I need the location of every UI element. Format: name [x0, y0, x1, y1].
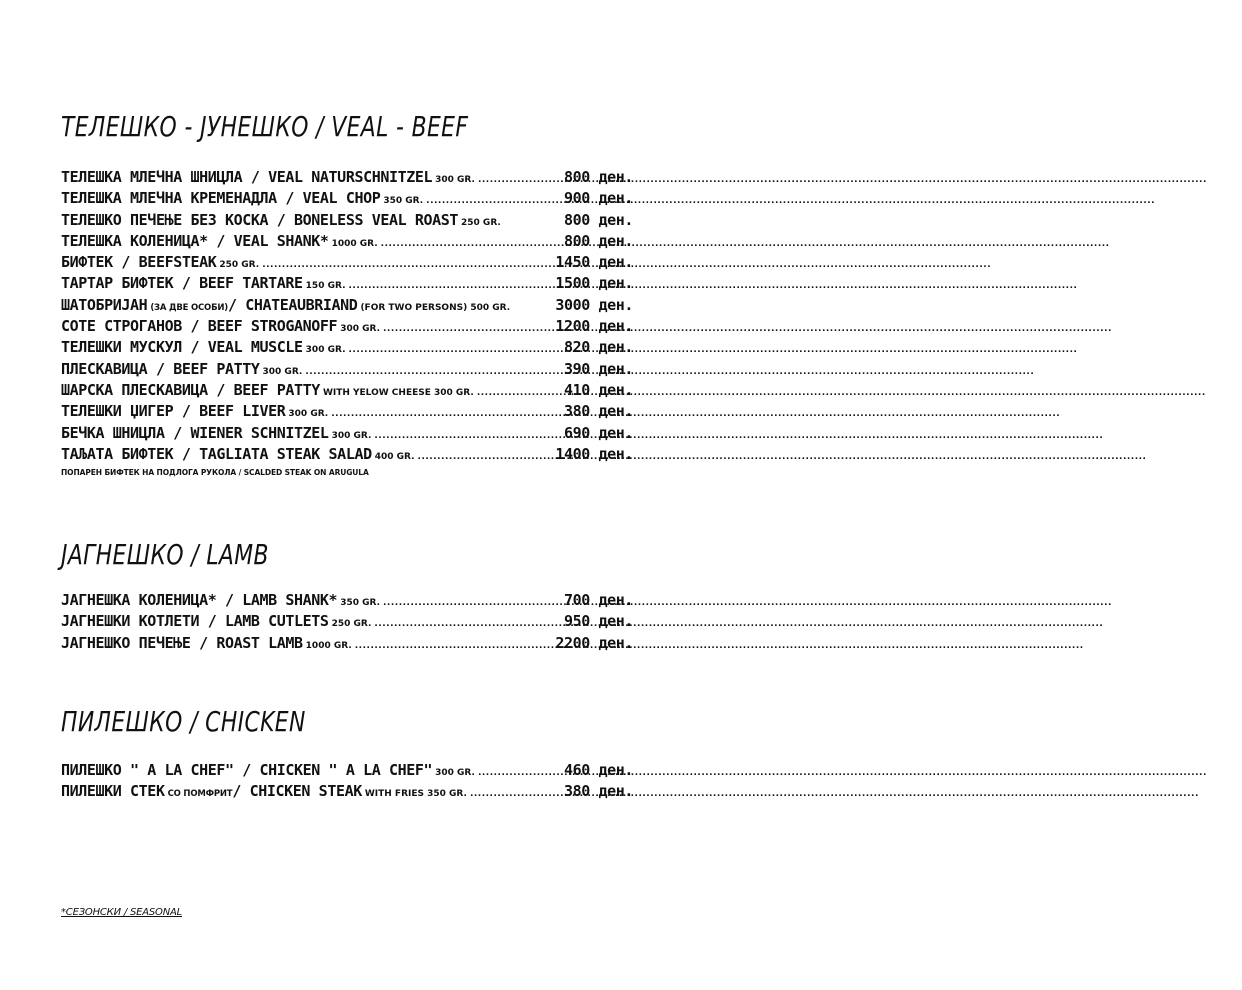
menu-item — [61, 211, 633, 232]
item-price: 820 ден. — [563, 338, 633, 357]
item-name: ШАТОБРИЈАН — [61, 295, 148, 314]
item-weight: 250 GR. — [219, 260, 260, 271]
menu-item — [61, 612, 633, 633]
item-price: 1200 ден. — [555, 317, 633, 336]
leader-dots — [478, 175, 561, 185]
menu-item — [61, 360, 633, 381]
item-price: 800 ден. — [563, 231, 633, 250]
leader-dots — [426, 196, 561, 206]
item-price: 380 ден. — [563, 402, 633, 421]
item-weight: 300 GR. — [331, 430, 372, 441]
leader-dots — [305, 367, 561, 377]
item-weight: 150 GR. — [305, 281, 346, 292]
item-weight: 250 GR. — [461, 217, 501, 228]
item-name: ЈАГНЕШКИ КОТЛЕТИ / LAMB CUTLETS — [61, 612, 329, 631]
item-name: ТЕЛЕШКА МЛЕЧНА КРЕМЕНАДЛА / VEAL CHOP — [61, 189, 381, 208]
leader-dots — [418, 452, 553, 462]
item-weight: 350 GR. — [340, 598, 381, 608]
lamb-heading: ЈАГНЕШКО / LAMB — [61, 538, 269, 571]
item-weight: 350 GR. — [383, 196, 424, 207]
item-weight: 300 GR. — [435, 768, 475, 778]
menu-item — [61, 296, 633, 317]
item-name: ЈАГНЕШКА КОЛЕНИЦА* / LAMB SHANK* — [61, 591, 338, 609]
item-name: ТАЉАТА БИФТЕК / TAGLIATA STEAK SALAD — [61, 444, 372, 463]
menu-item — [61, 424, 633, 445]
leader-dots — [331, 409, 561, 419]
menu-item — [61, 317, 633, 338]
leader-dots — [374, 619, 561, 629]
item-price: 690 ден. — [563, 423, 633, 442]
item-note: (ЗА ДВЕ ОСОБИ) — [150, 302, 228, 313]
leader-dots — [374, 431, 561, 441]
leader-dots — [262, 260, 552, 270]
item-price: 390 ден. — [563, 359, 633, 378]
item-name: ТЕЛЕШКИ МУСКУЛ / VEAL MUSCLE — [61, 338, 303, 357]
veal-items — [61, 168, 633, 466]
menu-item — [61, 168, 633, 189]
chicken-section — [61, 705, 633, 804]
item-name: ТЕЛЕШКА КОЛЕНИЦА* / VEAL SHANK* — [61, 231, 329, 250]
item-price: 1450 ден. — [555, 253, 633, 272]
menu-item — [61, 189, 633, 210]
menu-item — [61, 381, 633, 402]
leader-dots — [470, 789, 561, 799]
leader-dots — [477, 388, 561, 398]
item-name: ТЕЛЕШКИ ЏИГЕР / BEEF LIVER — [61, 402, 286, 421]
item-price: 2200 ден. — [555, 633, 633, 652]
item-weight: 300 GR. — [435, 175, 475, 185]
item-price: 700 ден. — [563, 591, 633, 609]
item-weight: WITH YELOW CHEESE 300 GR. — [322, 387, 474, 398]
item-weight: 300 GR. — [262, 366, 303, 377]
veal-heading: ТЕЛЕШКО - ЈУНЕШКО / VEAL - BEEF — [61, 110, 469, 143]
item-weight: 300 GR. — [288, 409, 329, 420]
leader-dots — [349, 281, 553, 291]
item-name: СОТЕ СТРОГАНОВ / BEEF STROGANOFF — [61, 317, 338, 336]
item-name: ПИЛЕШКИ СТЕК — [61, 782, 165, 801]
item-name: ПЛЕСКАВИЦА / BEEF PATTY — [61, 359, 260, 378]
item-name: ТЕЛЕШКА МЛЕЧНА ШНИЦЛА / VEAL NATURSCHNITZEL — [61, 168, 433, 186]
item-name-en: / CHICKEN STEAK — [232, 782, 362, 801]
item-name: ТАРТАР БИФТЕК / BEEF TARTARE — [61, 274, 303, 293]
item-weight: 400 GR. — [374, 451, 415, 462]
item-note: СО ПОМФРИТ — [167, 789, 233, 800]
item-weight: 1000 GR. — [331, 238, 378, 249]
item-price: 380 ден. — [563, 782, 633, 801]
lamb-items — [61, 591, 633, 655]
item-price: 900 ден. — [563, 189, 633, 208]
menu-item — [61, 591, 633, 612]
leader-dots — [383, 598, 561, 608]
menu-item — [61, 253, 633, 274]
veal-section — [61, 110, 633, 477]
item-name: БИФТЕК / BEEFSTEAK — [61, 253, 217, 272]
menu-item — [61, 338, 633, 359]
item-price: 410 ден. — [563, 380, 633, 399]
item-weight: (FOR TWO PERSONS) 500 GR. — [360, 302, 511, 313]
chicken-items — [61, 761, 633, 804]
item-weight: 300 GR. — [340, 324, 381, 335]
seasonal-footnote: *СЕЗОНСКИ / SEASONAL — [61, 907, 183, 918]
menu-item — [61, 274, 633, 295]
item-name-en: / CHATEAUBRIAND — [227, 295, 358, 314]
menu-item — [61, 782, 633, 803]
item-price: 460 ден. — [563, 761, 633, 779]
leader-dots — [349, 345, 561, 355]
item-weight: WITH FRIES 350 GR. — [364, 789, 467, 800]
item-price: 1500 ден. — [555, 274, 633, 293]
lamb-section — [61, 538, 633, 655]
leader-dots — [383, 324, 552, 334]
item-price: 3000 ден. — [555, 295, 633, 314]
item-price: 1400 ден. — [555, 444, 633, 463]
item-price: 950 ден. — [563, 612, 633, 631]
item-price: 800 ден. — [563, 210, 633, 229]
menu-item — [61, 445, 633, 466]
item-name: ТЕЛЕШКО ПЕЧЕЊЕ БЕЗ КОСКА / BONELESS VEAL ROAST — [61, 210, 459, 229]
menu-item — [61, 761, 633, 782]
veal-note: ПОПАРЕН БИФТЕК НА ПОДЛОГА РУКОЛА / SCALDED STEAK ON ARUGULA — [61, 468, 369, 478]
menu-item — [61, 634, 633, 655]
item-weight: 250 GR. — [331, 619, 372, 630]
leader-dots — [355, 641, 553, 651]
chicken-heading: ПИЛЕШКО / CHICKEN — [61, 705, 306, 738]
item-weight: 1000 GR. — [305, 640, 352, 651]
item-name: ПИЛЕШКО " A LA CHEF" / CHICKEN " A LA CHEF" — [61, 761, 433, 779]
leader-dots — [478, 768, 561, 778]
menu-item — [61, 232, 633, 253]
item-name: БЕЧКА ШНИЦЛА / WIENER SCHNITZEL — [61, 423, 329, 442]
item-name: ШАРСКА ПЛЕСКАВИЦА / BEEF PATTY — [61, 380, 320, 399]
item-weight: 300 GR. — [305, 345, 346, 356]
item-price: 800 ден. — [563, 168, 633, 186]
leader-dots — [381, 239, 561, 249]
menu-item — [61, 402, 633, 423]
item-name: ЈАГНЕШКО ПЕЧЕЊЕ / ROAST LAMB — [61, 633, 303, 652]
